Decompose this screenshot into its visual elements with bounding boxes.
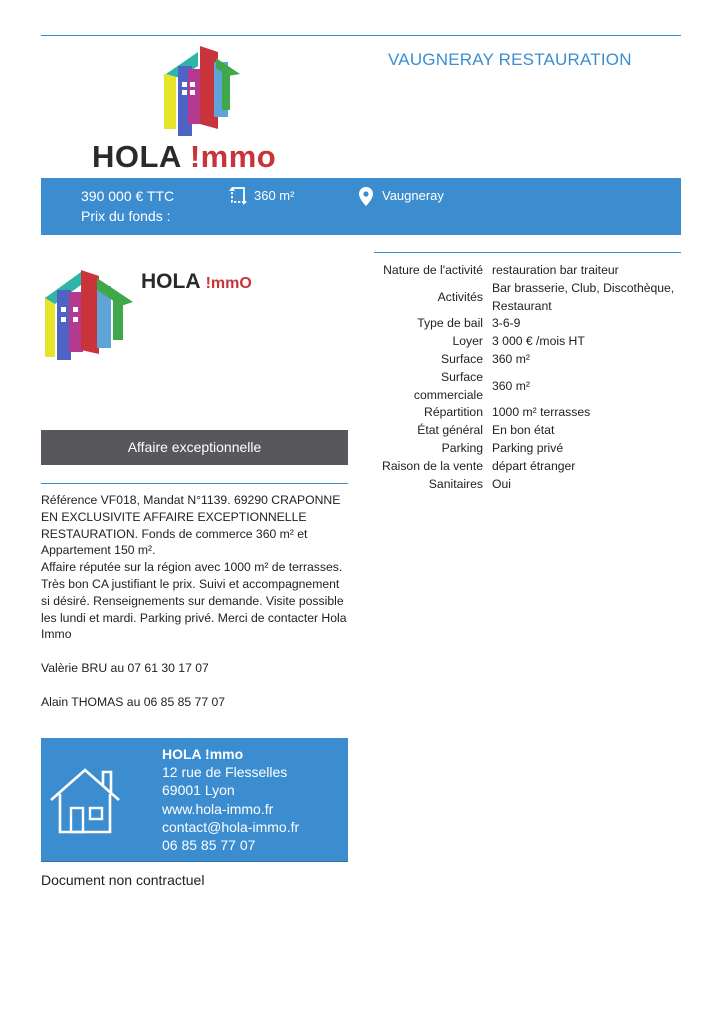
spec-label: Activités <box>437 289 483 304</box>
hola-immo-logo <box>88 44 308 174</box>
logo-word-immo: !mmo <box>189 139 277 174</box>
listing-photo-logo <box>41 262 291 367</box>
agency-divider <box>41 861 348 862</box>
agency-details <box>162 745 299 854</box>
agency-phone[interactable]: 06 85 85 77 07 <box>162 837 256 854</box>
spec-label: Loyer <box>452 334 483 349</box>
spec-value: départ étranger <box>492 458 576 473</box>
surface-area-icon <box>229 187 247 205</box>
description-divider <box>41 483 348 484</box>
house-logo-small-icon <box>41 262 141 367</box>
price-value: 390 000 € TTC <box>81 188 175 204</box>
spec-row <box>374 440 681 458</box>
listing-description <box>41 492 351 643</box>
small-logo-wordmark <box>141 270 252 294</box>
agency-city: 69001 Lyon <box>162 782 235 799</box>
agency-street: 12 rue de Flesselles <box>162 764 288 781</box>
disclaimer: Document non contractuel <box>41 872 205 888</box>
price-label: Prix du fonds : <box>81 208 171 224</box>
spec-row <box>374 369 681 405</box>
highlight-banner: Affaire exceptionnelle <box>41 430 348 465</box>
spec-row <box>374 280 681 316</box>
spec-label: Sanitaires <box>428 476 483 491</box>
spec-label: Surface commerciale <box>413 369 483 402</box>
contact-line-1: Valèrie BRU au 07 61 30 17 07 <box>41 661 209 675</box>
spec-value: 1000 m² terrasses <box>492 405 591 420</box>
agency-name: HOLA !mmo <box>162 746 244 762</box>
surface-value: 360 m² <box>254 188 295 203</box>
agency-website-link[interactable]: www.hola-immo.fr <box>162 800 274 817</box>
spec-label: Nature de l'activité <box>383 263 483 277</box>
spec-value: restauration bar traiteur <box>492 263 619 277</box>
spec-row <box>374 315 681 333</box>
spec-value: Bar brasserie, Club, Discothèque, Restaurant <box>492 280 675 313</box>
contact-line-2: Alain THOMAS au 06 85 85 77 07 <box>41 695 226 709</box>
spec-value: Oui <box>492 476 511 491</box>
spec-row <box>374 476 681 494</box>
page-title: VAUGNERAY RESTAURATION <box>388 50 632 69</box>
specs-table <box>374 262 681 493</box>
spec-value: Parking privé <box>492 440 564 455</box>
summary-banner <box>41 178 681 235</box>
spec-value: 3 000 € /mois HT <box>492 334 585 349</box>
house-logo-icon <box>158 44 318 139</box>
description-text: Référence VF018, Mandat N°1139. 69290 CRAPONNE EN EXCLUSIVITE AFFAIRE EXCEPTIONNELLE RESTAURATION. Fonds de commerce 360 m² et Appartement 150 m². Affaire réputée sur la région avec 1000 m² de terrasses. Très bon CA justifiant le prix. Suivi et accompagnement si désiré. Renseignements sur demande. Visite possible les lundi et mardi. Parking privé. Merci de contacter Hola Immo <box>41 493 347 642</box>
agency-card <box>41 738 348 861</box>
home-icon <box>49 766 121 834</box>
spec-value: 360 m² <box>492 351 530 366</box>
small-logo-word-hola: HOLA <box>141 270 200 293</box>
spec-label: Répartition <box>424 405 483 420</box>
location-pin-icon <box>359 187 373 206</box>
small-logo-word-immo: !mmO <box>205 275 252 292</box>
city-value: Vaugneray <box>382 188 444 203</box>
spec-value: 3-6-9 <box>492 316 521 331</box>
spec-value: 360 m² <box>492 378 530 393</box>
spec-row <box>374 422 681 440</box>
spec-row <box>374 333 681 351</box>
logo-wordmark <box>92 139 276 175</box>
spec-row <box>374 262 681 280</box>
logo-word-hola: HOLA <box>92 139 181 174</box>
spec-row <box>374 404 681 422</box>
spec-row <box>374 458 681 476</box>
spec-label: Parking <box>441 440 483 455</box>
spec-label: Raison de la vente <box>382 458 483 473</box>
spec-value: En bon état <box>492 423 555 438</box>
spec-label: Surface <box>440 351 483 366</box>
top-divider <box>41 35 681 36</box>
specs-divider <box>374 252 681 253</box>
agency-email-link[interactable]: contact@hola-immo.fr <box>162 818 300 835</box>
spec-label: Type de bail <box>417 316 483 331</box>
spec-label: État général <box>417 423 483 438</box>
spec-row <box>374 351 681 369</box>
